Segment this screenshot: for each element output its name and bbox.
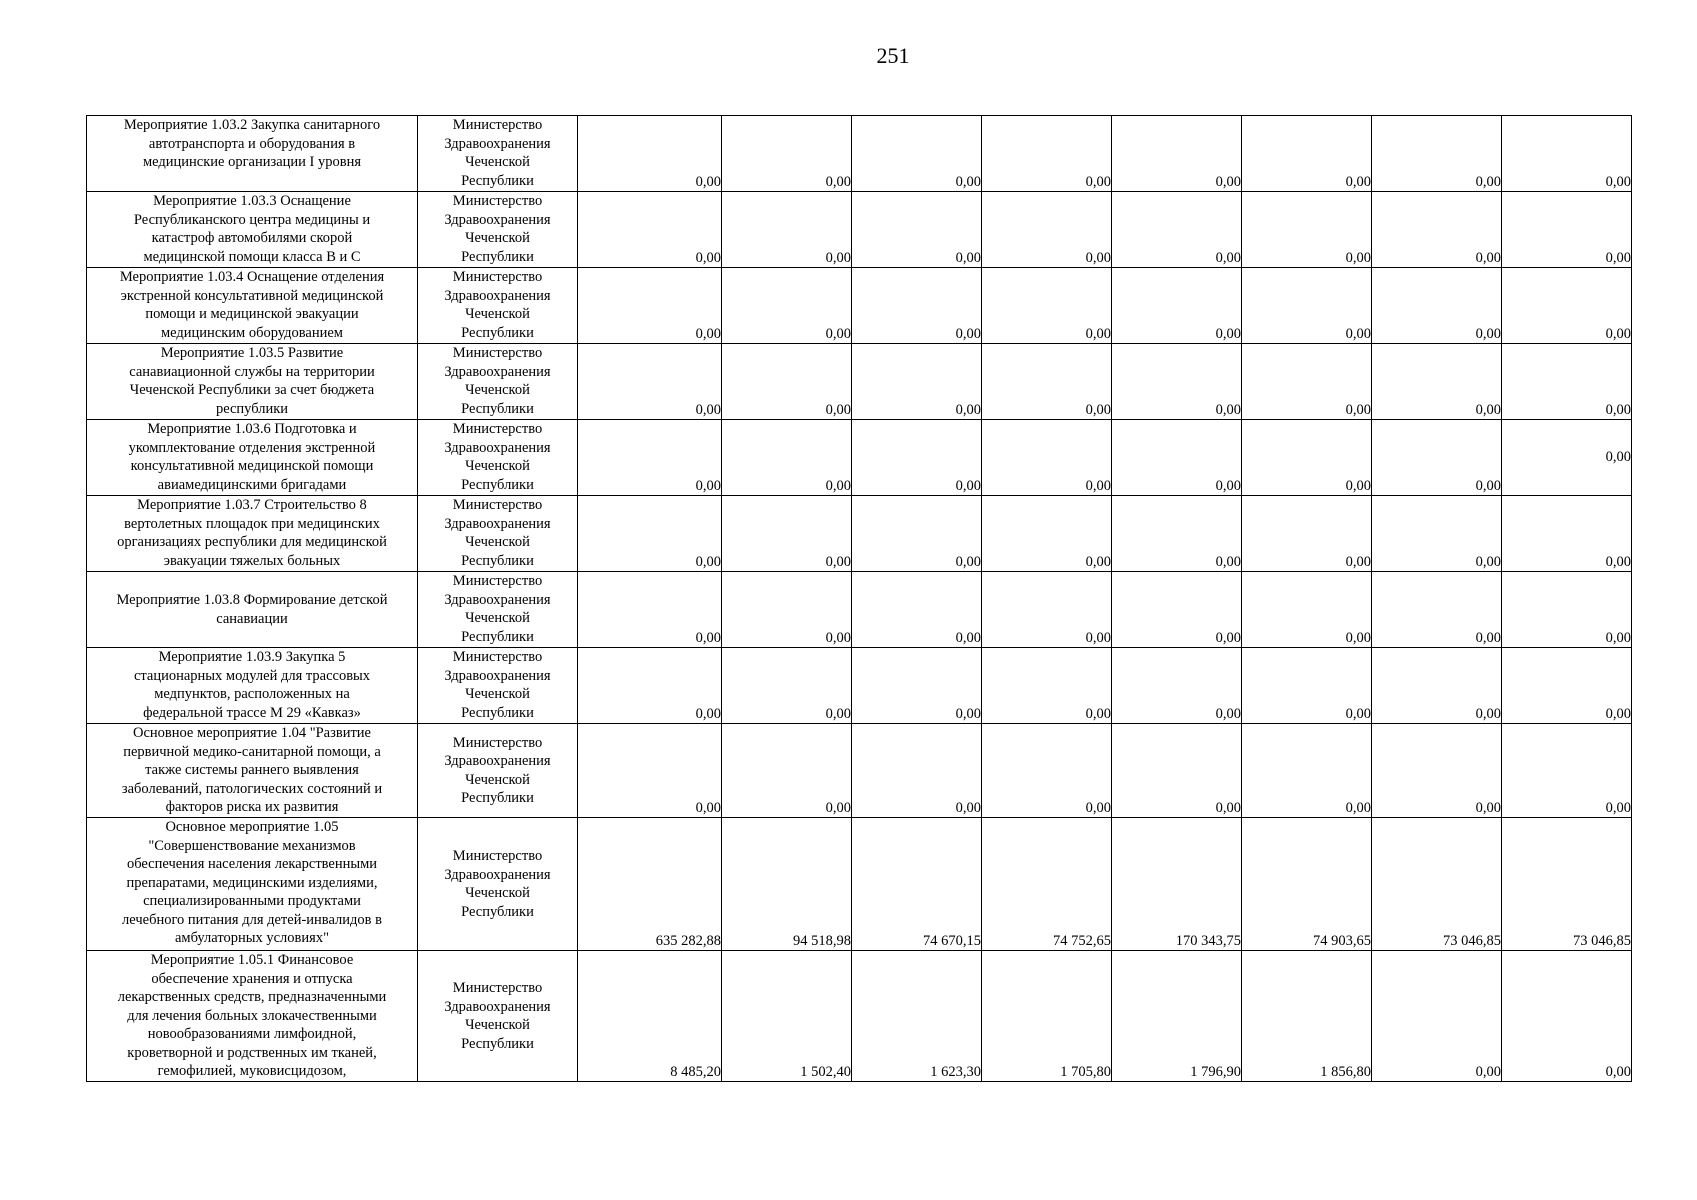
value-cell: 0,00 — [578, 572, 722, 648]
executor-line: Республики — [461, 790, 534, 806]
activity-line: специализированными продуктами — [143, 893, 361, 909]
executor-line: Чеченской — [465, 534, 530, 550]
activity-line: заболеваний, патологических состояний и — [121, 780, 383, 797]
value-cell: 0,00 — [1242, 648, 1372, 724]
value-cell: 170 343,75 — [1112, 818, 1242, 951]
activity-line: Мероприятие 1.03.7 Строительство 8 — [137, 497, 367, 513]
value-cell: 0,00 — [1112, 192, 1242, 268]
value-cell: 635 282,88 — [578, 818, 722, 951]
activity-line: Мероприятие 1.03.5 Развитие — [160, 345, 344, 361]
executor-line: Здравоохранения — [444, 135, 551, 152]
activity-line: Республиканского центра медицины и — [133, 211, 371, 228]
executor-cell — [418, 818, 578, 951]
value-cell: 0,00 — [1372, 420, 1502, 496]
value-cell: 0,00 — [1112, 496, 1242, 572]
value-cell: 0,00 — [982, 724, 1112, 818]
value-cell: 0,00 — [1112, 268, 1242, 344]
executor-line: Здравоохранения — [444, 515, 551, 532]
activity-line: Мероприятие 1.03.9 Закупка 5 — [158, 649, 346, 665]
activity-line: Основное мероприятие 1.05 — [165, 819, 339, 835]
value-cell: 0,00 — [852, 116, 982, 192]
value-cell: 0,00 — [1502, 344, 1632, 420]
activity-cell — [87, 951, 418, 1082]
executor-line: Чеченской — [465, 306, 530, 322]
value-cell: 0,00 — [1372, 951, 1502, 1082]
activity-line: факторов риска их развития — [165, 799, 339, 815]
value-cell: 0,00 — [1502, 648, 1632, 724]
executor-line: Здравоохранения — [444, 439, 551, 456]
value-cell: 0,00 — [1242, 496, 1372, 572]
activity-line: санавиации — [216, 610, 288, 627]
table-row — [87, 572, 1632, 648]
value-cell: 73 046,85 — [1372, 818, 1502, 951]
activity-line: медицинским оборудованием — [160, 324, 343, 341]
executor-line: Чеченской — [465, 686, 530, 702]
activity-cell — [87, 648, 418, 724]
value-cell: 0,00 — [722, 572, 852, 648]
activity-cell — [87, 724, 418, 818]
executor-line: Республики — [461, 903, 534, 920]
value-cell: 0,00 — [982, 496, 1112, 572]
executor-line: Министерство — [452, 193, 543, 209]
executor-line: Здравоохранения — [444, 753, 551, 769]
activity-cell — [87, 572, 418, 648]
executor-line: Здравоохранения — [444, 998, 551, 1015]
executor-line: Республики — [461, 476, 534, 493]
value-cell: 0,00 — [852, 192, 982, 268]
table-row — [87, 420, 1632, 496]
executor-line: Министерство — [452, 269, 543, 285]
executor-cell — [418, 420, 578, 496]
activity-line: медицинской помощи класса В и С — [143, 248, 361, 265]
value-cell: 74 752,65 — [982, 818, 1112, 951]
value-cell: 0,00 — [1372, 648, 1502, 724]
value-cell: 1 623,30 — [852, 951, 982, 1082]
executor-cell — [418, 724, 578, 818]
value-cell: 0,00 — [1372, 344, 1502, 420]
executor-cell — [418, 344, 578, 420]
activity-line: федеральной трассе М 29 «Кавказ» — [143, 704, 361, 721]
activity-line: Чеченской Республики за счет бюджета — [129, 382, 375, 398]
value-cell: 0,00 — [852, 268, 982, 344]
executor-line: Министерство — [452, 848, 543, 864]
value-cell: 0,00 — [1112, 648, 1242, 724]
executor-line: Чеченской — [465, 154, 530, 170]
executor-line: Здравоохранения — [444, 591, 551, 608]
value-cell: 0,00 — [1112, 420, 1242, 496]
activity-line: авиамедицинскими бригадами — [157, 476, 347, 493]
activity-line: кроветворной и родственных им тканей, — [127, 1044, 377, 1061]
activity-line: республики — [215, 400, 289, 417]
value-cell: 0,00 — [982, 420, 1112, 496]
executor-line: Чеченской — [465, 458, 530, 474]
value-cell: 0,00 — [722, 192, 852, 268]
table-row — [87, 724, 1632, 818]
value-cell: 0,00 — [852, 648, 982, 724]
activity-line: эвакуации тяжелых больных — [163, 552, 341, 569]
activity-line: Мероприятие 1.03.6 Подготовка и — [147, 421, 357, 437]
activity-line: также системы раннего выявления — [145, 762, 359, 778]
value-cell: 0,00 — [1372, 496, 1502, 572]
value-cell: 0,00 — [852, 420, 982, 496]
activity-line: Мероприятие 1.03.3 Оснащение — [153, 193, 351, 209]
executor-cell — [418, 192, 578, 268]
value-cell: 0,00 — [982, 192, 1112, 268]
value-cell: 0,00 — [1372, 116, 1502, 192]
value-cell: 0,00 — [1372, 724, 1502, 818]
table-row — [87, 951, 1632, 1082]
activity-line: Мероприятие 1.03.8 Формирование детской — [116, 592, 388, 608]
activity-line: вертолетных площадок при медицинских — [124, 515, 380, 532]
value-cell: 74 670,15 — [852, 818, 982, 951]
executor-line: Министерство — [452, 421, 543, 437]
value-cell: 0,00 — [1502, 420, 1632, 496]
value-cell: 0,00 — [982, 648, 1112, 724]
value-cell: 0,00 — [1372, 268, 1502, 344]
executor-line: Республики — [461, 628, 534, 645]
activity-cell — [87, 192, 418, 268]
value-cell: 0,00 — [1242, 420, 1372, 496]
value-cell: 0,00 — [578, 496, 722, 572]
value-cell: 0,00 — [1112, 572, 1242, 648]
executor-line: Чеченской — [465, 610, 530, 626]
value-cell: 0,00 — [1242, 268, 1372, 344]
value-cell: 0,00 — [1502, 724, 1632, 818]
value-cell: 0,00 — [1502, 496, 1632, 572]
value-cell: 0,00 — [722, 344, 852, 420]
value-cell: 0,00 — [722, 496, 852, 572]
value-cell: 0,00 — [578, 724, 722, 818]
activity-line: катастроф автомобилями скорой — [151, 230, 353, 246]
value-cell: 8 485,20 — [578, 951, 722, 1082]
executor-line: Министерство — [452, 649, 543, 665]
executor-cell — [418, 648, 578, 724]
executor-cell — [418, 268, 578, 344]
value-cell: 0,00 — [1502, 951, 1632, 1082]
executor-line: Здравоохранения — [444, 211, 551, 228]
executor-line: Республики — [461, 324, 534, 341]
value-cell: 1 856,80 — [1242, 951, 1372, 1082]
executor-line: Министерство — [452, 573, 543, 589]
executor-cell — [418, 116, 578, 192]
activity-line: Основное мероприятие 1.04 "Развитие — [132, 725, 371, 741]
executor-line: Республики — [461, 400, 534, 417]
table-body — [87, 116, 1632, 1082]
activity-line: помощи и медицинской эвакуации — [145, 306, 359, 322]
activity-line: первичной медико-санитарной помощи, а — [123, 743, 381, 760]
value-cell: 0,00 — [852, 724, 982, 818]
value-cell: 0,00 — [578, 268, 722, 344]
value-cell: 0,00 — [982, 268, 1112, 344]
value-cell: 0,00 — [578, 192, 722, 268]
value-cell: 0,00 — [722, 724, 852, 818]
activity-line: препаратами, медицинскими изделиями, — [126, 874, 378, 891]
activity-line: медпунктов, расположенных на — [154, 686, 350, 702]
executor-line: Республики — [461, 704, 534, 721]
activity-line: медицинские организации I уровня — [142, 154, 362, 170]
value-cell: 0,00 — [722, 648, 852, 724]
activity-cell — [87, 344, 418, 420]
executor-line: Здравоохранения — [444, 287, 551, 304]
activity-line: консультативной медицинской помощи — [130, 458, 374, 474]
activity-line: для лечения больных злокачественными — [127, 1007, 377, 1024]
executor-line: Министерство — [452, 117, 543, 133]
value-cell: 0,00 — [1112, 344, 1242, 420]
executor-cell — [418, 572, 578, 648]
value-cell: 0,00 — [1502, 192, 1632, 268]
value-cell: 0,00 — [1112, 724, 1242, 818]
table-row — [87, 648, 1632, 724]
value-cell: 0,00 — [852, 344, 982, 420]
value-cell: 0,00 — [1372, 192, 1502, 268]
value-cell: 0,00 — [1502, 268, 1632, 344]
executor-line: Республики — [461, 172, 534, 189]
executor-line: Республики — [461, 248, 534, 265]
value-cell: 0,00 — [1242, 344, 1372, 420]
value-cell: 1 796,90 — [1112, 951, 1242, 1082]
executor-line: Чеченской — [465, 885, 530, 901]
activity-line: стационарных модулей для трассовых — [133, 667, 371, 684]
executor-line: Чеченской — [465, 771, 530, 788]
value-cell: 1 705,80 — [982, 951, 1112, 1082]
executor-line: Здравоохранения — [444, 363, 551, 380]
executor-line: Здравоохранения — [444, 866, 551, 883]
executor-line: Чеченской — [465, 1017, 530, 1033]
executor-cell — [418, 496, 578, 572]
executor-line: Чеченской — [465, 230, 530, 246]
value-cell: 0,00 — [852, 496, 982, 572]
value-cell: 1 502,40 — [722, 951, 852, 1082]
activity-cell — [87, 818, 418, 951]
activity-cell — [87, 268, 418, 344]
value-cell: 0,00 — [578, 116, 722, 192]
value-cell: 0,00 — [982, 116, 1112, 192]
value-cell: 0,00 — [578, 344, 722, 420]
value-cell: 0,00 — [1502, 116, 1632, 192]
activity-line: гемофилией, муковисцидозом, — [157, 1063, 347, 1079]
value-cell: 0,00 — [1242, 116, 1372, 192]
value-cell: 0,00 — [1112, 116, 1242, 192]
value-cell: 0,00 — [982, 344, 1112, 420]
executor-line: Чеченской — [465, 382, 530, 398]
table-row — [87, 818, 1632, 951]
value-cell: 74 903,65 — [1242, 818, 1372, 951]
table-row — [87, 192, 1632, 268]
executor-line: Министерство — [452, 345, 543, 361]
value-cell: 0,00 — [852, 572, 982, 648]
executor-line: Республики — [461, 1035, 534, 1052]
table-row — [87, 344, 1632, 420]
page-number: 251 — [876, 43, 910, 68]
activity-cell — [87, 116, 418, 192]
activity-line: "Совершенствование механизмов — [148, 837, 356, 854]
executor-line: Министерство — [452, 980, 543, 996]
activity-line: амбулаторных условиях" — [175, 930, 329, 946]
table-row — [87, 116, 1632, 192]
activity-line: укомплектование отделения экстренной — [128, 439, 376, 456]
value-cell: 0,00 — [578, 420, 722, 496]
activity-line: Мероприятие 1.03.4 Оснащение отделения — [119, 269, 385, 285]
activity-cell — [87, 496, 418, 572]
value-cell: 0,00 — [1242, 724, 1372, 818]
value-cell: 0,00 — [1242, 572, 1372, 648]
value-cell: 73 046,85 — [1502, 818, 1632, 951]
value-cell: 0,00 — [1372, 572, 1502, 648]
activity-cell — [87, 420, 418, 496]
activity-line: автотранспорта и оборудования в — [148, 135, 356, 152]
activity-line: обеспечения населения лекарственными — [126, 856, 378, 872]
table-row — [87, 268, 1632, 344]
value-cell: 94 518,98 — [722, 818, 852, 951]
value-cell: 0,00 — [1502, 572, 1632, 648]
table-row — [87, 496, 1632, 572]
activity-line: обеспечение хранения и отпуска — [151, 970, 353, 987]
value-cell: 0,00 — [578, 648, 722, 724]
activity-line: новообразованиями лимфоидной, — [147, 1026, 357, 1042]
executor-line: Республики — [461, 552, 534, 569]
activity-line: экстренной консультативной медицинской — [120, 287, 384, 304]
activity-line: Мероприятие 1.05.1 Финансовое — [150, 952, 354, 968]
activity-line: санавиационной службы на территории — [129, 363, 375, 380]
activity-line: лечебного питания для детей-инвалидов в — [122, 911, 382, 928]
value-cell: 0,00 — [722, 116, 852, 192]
executor-line: Министерство — [452, 497, 543, 513]
activity-line: организациях республики для медицинской — [117, 534, 387, 550]
executor-line: Здравоохранения — [444, 667, 551, 684]
activity-line: Мероприятие 1.03.2 Закупка санитарного — [123, 117, 381, 133]
value-cell: 0,00 — [982, 572, 1112, 648]
value-cell: 0,00 — [722, 420, 852, 496]
value-cell: 0,00 — [1242, 192, 1372, 268]
executor-line: Министерство — [452, 734, 543, 751]
activity-line: лекарственных средств, предназначенными — [117, 989, 387, 1005]
value-cell: 0,00 — [722, 268, 852, 344]
executor-cell — [418, 951, 578, 1082]
budget-table — [86, 115, 1632, 1082]
